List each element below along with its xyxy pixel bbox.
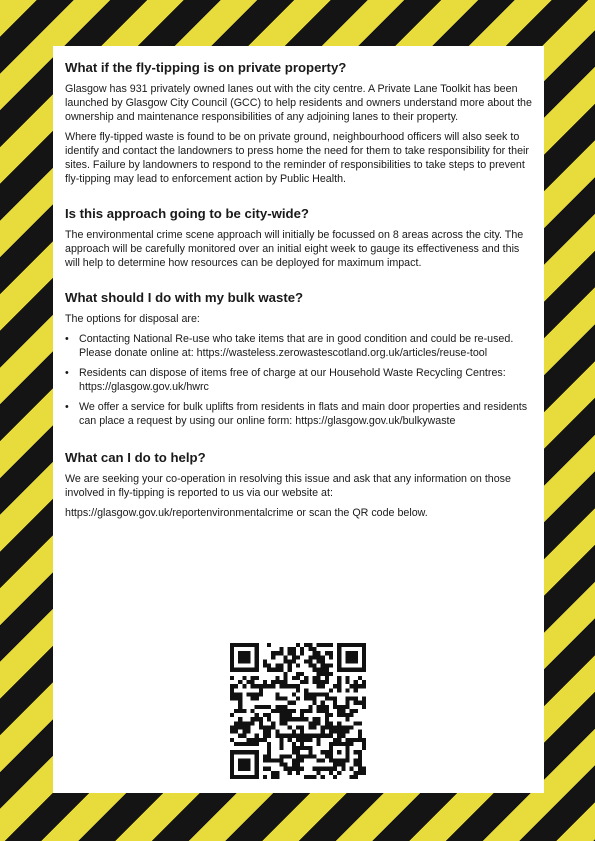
list-item [65, 332, 532, 360]
disposal-options-list [65, 332, 532, 428]
paragraph-private-ground: Where fly-tipped waste is found to be on private ground, neighbourhood officers will also seek to identify and contact the landowners to press home the need for them to take responsibility for their sites. Failure by landowners to respond to the reminder of responsibilities to take steps to prevent fly-tipping may lead to enforcement action by Public Health. [65, 131, 529, 185]
list-item-text: We offer a service for bulk uplifts from residents in flats and main door properties and residents can place a request by using our online form: https://glasgow.gov.uk/bulkywaste [79, 401, 528, 427]
list-item-text: Contacting National Re-use who take items that are in good condition and could be re-used. Please donate online at: https://wasteless.zerowastescotland.org.uk/articles/reuse-tool [79, 333, 514, 359]
heading-bulk-waste: What should I do with my bulk waste? [65, 290, 304, 305]
paragraph-cooperation: We are seeking your co-operation in resolving this issue and ask that any information on those involved in fly-tipping is reported to us via our website at: [65, 473, 511, 499]
paragraph-report-link: https://glasgow.gov.uk/reportenvironmentalcrime or scan the QR code below. [65, 507, 428, 519]
heading-private-property: What if the fly-tipping is on private property? [65, 60, 347, 75]
list-item [65, 400, 532, 428]
paragraph-private-lanes: Glasgow has 931 privately owned lanes out with the city centre. A Private Lane Toolkit has been launched by Glasgow City Council (GCC) to help residents and owners understand more about the ownership and maintenance responsibilities of any adjoining lanes to their property. [65, 83, 532, 123]
bullet: • [65, 367, 69, 379]
paragraph-city-wide: The environmental crime scene approach will initially be focussed on 8 areas across the city. The approach will be carefully monitored over an initial eight week to gauge its effectiveness and this will help to determine how resources can be deployed for maximum impact. [65, 229, 524, 269]
section-help [65, 450, 532, 520]
section-bulk-waste [65, 290, 532, 428]
section-private-property [65, 60, 532, 186]
qr-code-icon[interactable] [230, 643, 366, 779]
section-city-wide [65, 206, 532, 270]
bullet: • [65, 333, 69, 345]
paragraph-disposal-options: The options for disposal are: [65, 313, 200, 325]
content-sheet [53, 46, 544, 793]
list-item-text: Residents can dispose of items free of charge at our Household Waste Recycling Centres: https://glasgow.gov.uk/hwrc [79, 367, 506, 393]
heading-help: What can I do to help? [65, 450, 206, 465]
list-item [65, 366, 532, 394]
heading-city-wide: Is this approach going to be city-wide? [65, 206, 309, 221]
bullet: • [65, 401, 69, 413]
